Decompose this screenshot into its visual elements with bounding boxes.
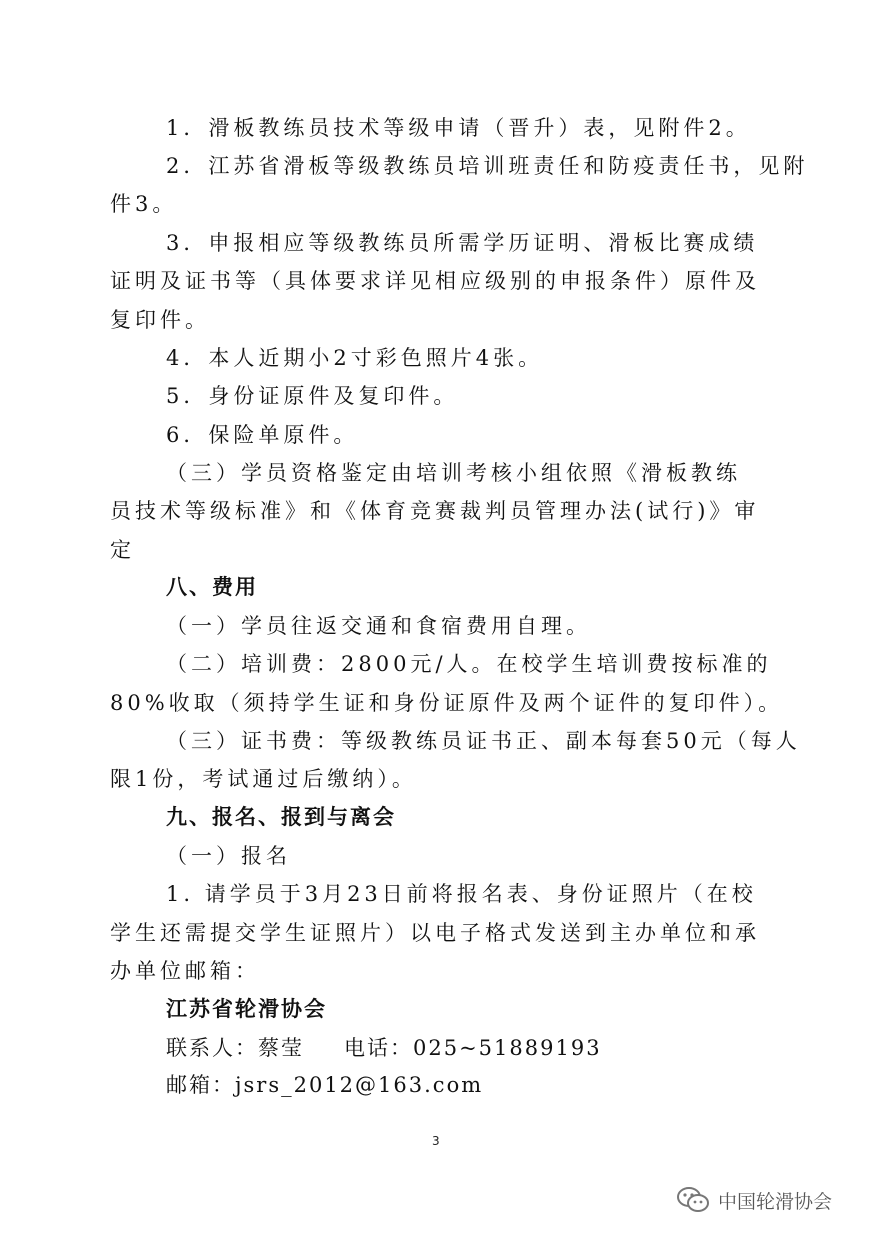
page-number: 3 — [432, 1134, 440, 1148]
text-line: 5．身份证原件及复印件。 — [166, 384, 459, 408]
organizer-name: 江苏省轮滑协会 — [166, 997, 327, 1021]
text-line: 2．江苏省滑板等级教练员培训班责任和防疫责任书，见附 — [166, 154, 809, 178]
text-line: 80%收取（须持学生证和身份证原件及两个证件的复印件）。 — [110, 691, 784, 715]
section-heading-registration: 九、报名、报到与离会 — [166, 805, 396, 829]
text-line: （三）学员资格鉴定由培训考核小组依照《滑板教练 — [166, 461, 741, 485]
contact-line — [166, 1034, 602, 1062]
text-line: （一）报名 — [166, 844, 291, 868]
watermark-text: 中国轮滑协会 — [718, 1190, 833, 1213]
text-line: 1. 请学员于3月23日前将报名表、身份证照片（在校 — [166, 882, 757, 906]
text-line: （二）培训费：2800元/人。在校学生培训费按标准的 — [166, 652, 772, 676]
contact-phone: 电话：025~51889193 — [344, 1036, 602, 1060]
text-line: 件3。 — [110, 192, 178, 216]
text-line: 办单位邮箱： — [110, 959, 260, 983]
text-line: 定 — [110, 538, 135, 562]
text-line: 学生还需提交学生证照片）以电子格式发送到主办单位和承 — [110, 921, 760, 945]
text-line: 员技术等级标准》和《体育竞赛裁判员管理办法(试行)》审 — [110, 499, 760, 523]
text-line: 证明及证书等（具体要求详见相应级别的申报条件）原件及 — [110, 269, 760, 293]
watermark — [676, 1184, 832, 1216]
section-heading-fees: 八、费用 — [166, 575, 258, 599]
text-line: （一）学员往返交通和食宿费用自理。 — [166, 614, 591, 638]
text-line: 复印件。 — [110, 308, 210, 332]
text-line: 1．滑板教练员技术等级申请（晋升）表，见附件2。 — [166, 116, 751, 140]
contact-person: 联系人：蔡莹 — [166, 1036, 304, 1060]
text-line: 6．保险单原件。 — [166, 423, 359, 447]
wechat-icon — [676, 1186, 710, 1214]
text-line: （三）证书费：等级教练员证书正、副本每套50元（每人 — [166, 729, 801, 753]
text-line: 限1份，考试通过后缴纳）。 — [110, 767, 417, 791]
text-line: 4．本人近期小2寸彩色照片4张。 — [166, 346, 544, 370]
contact-email: 邮箱：jsrs_2012@163.com — [166, 1073, 484, 1097]
text-line: 3．申报相应等级教练员所需学历证明、滑板比赛成绩 — [166, 231, 759, 255]
